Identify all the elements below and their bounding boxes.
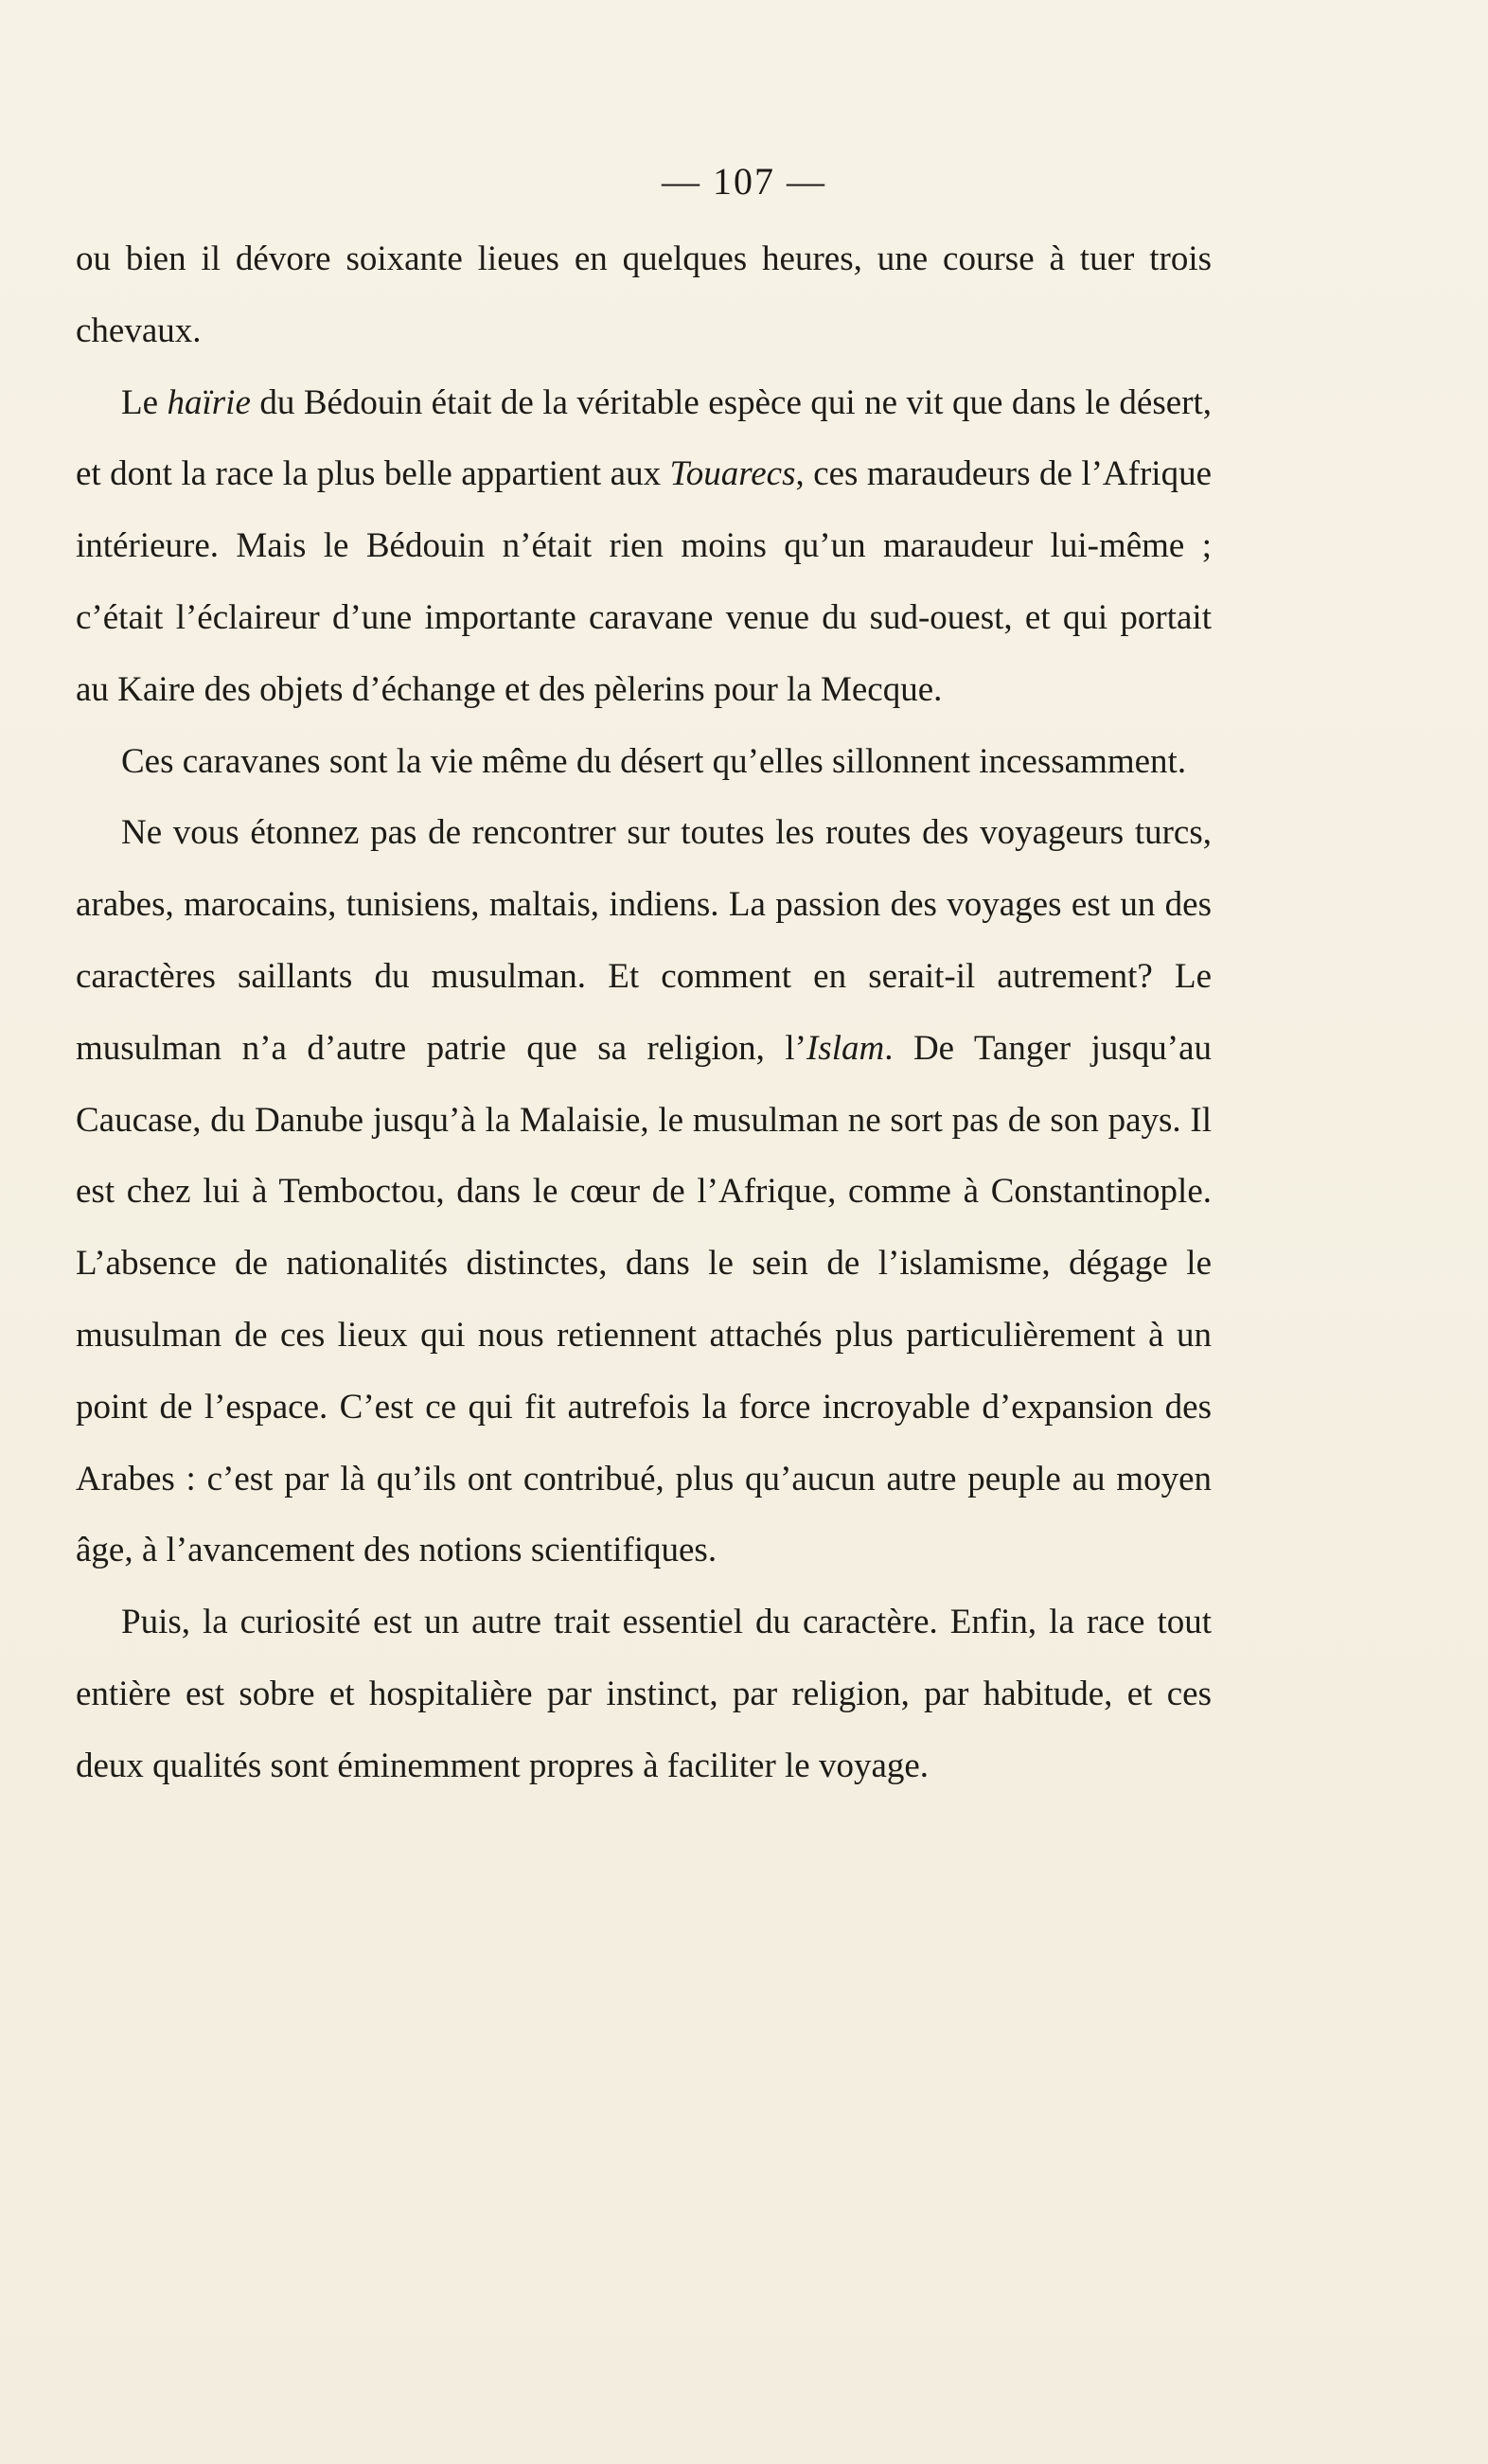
paragraph: [76, 223, 1212, 367]
italic-term: Touarecs: [669, 454, 796, 494]
body-text: [76, 223, 1212, 1802]
italic-term: Islam: [806, 1028, 885, 1068]
text-run: Puis, la curiosité est un autre trait essentiel du caractère. Enfin, la race tout entière est sobre et hospitalière par instinct, par religion, par habitude, et ces deux qualités sont éminemment propres à faciliter le voyage.: [76, 1603, 1212, 1785]
text-run: . De Tanger jusqu’au Caucase, du Danube jusqu’à la Malaisie, le musulman ne sort pas de son pays. Il est chez lui à Temboctou, dans le cœur de l’Afrique, comme à Constantinople. L’absence de nationalités distinctes, dans le sein de l’islamisme, dégage le musulman de ces lieux qui nous retiennent attachés plus particulièrement à un point de l’espace. C’est ce qui fit autrefois la force incroyable d’expansion des Arabes : c’est par là qu’ils ont contribué, plus qu’aucun autre peuple au moyen âge, à l’avancement des notions scientifiques.: [76, 1028, 1212, 1570]
paragraph: [76, 726, 1212, 798]
text-run: du Bédouin était de la véritable espèce qui ne vit que dans le désert, et dont la race la plus belle appartient aux: [76, 382, 1212, 494]
page-number: — 107 —: [662, 160, 826, 203]
text-run: ou bien il dévore soixante lieues en quelques heures, une course à tuer trois chevaux.: [76, 239, 1212, 350]
paragraph: [76, 797, 1212, 1587]
text-run: Le: [121, 382, 168, 422]
text-run: Ces caravanes sont la vie même du désert qu’elles sillonnent incessamment.: [121, 741, 1187, 781]
paragraph: [76, 367, 1212, 726]
text-run: Ne vous étonnez pas de rencontrer sur toutes les routes des voyageurs turcs, arabes, marocains, tunisiens, maltais, indiens. La passion des voyages est un des caractères saillants du musulman. Et comment en serait-il autrement? Le musulman n’a d’autre patrie que sa religion, l’: [76, 813, 1212, 1068]
text-run: , ces maraudeurs de l’Afrique intérieure. Mais le Bédouin n’était rien moins qu’un maraudeur lui-même ; c’était l’éclaireur d’une importante caravane venue du sud-ouest, et qui portait au Kaire des objets d’échange et des pèlerins pour la Mecque.: [76, 454, 1212, 709]
italic-term: haïrie: [167, 382, 251, 422]
paragraph: [76, 1587, 1212, 1801]
